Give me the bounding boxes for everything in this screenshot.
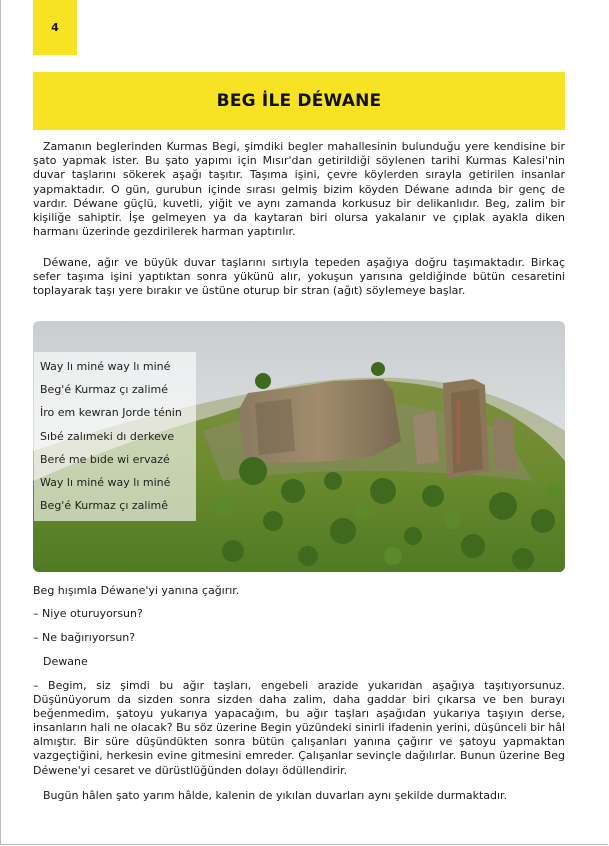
dialogue-speaker: Dewane — [43, 655, 88, 668]
poem-line: Beg'é Kurmaz çı zalimé — [40, 383, 168, 397]
page-title: BEG İLE DÉWANE — [216, 91, 382, 111]
poem-line: Beré me bıde wi ervazé — [40, 452, 170, 466]
paragraph-dewane-carries: Déwane, ağır ve büyük duvar taşlarını sırtıyla tepeden aşağıya doğru taşımaktadır. Birkaç sefer taşıma işini yaptıktan sonra yükünü alır, yokuşun yarısına geldiğinde bütün cesaretini toplayarak taşı yere bırakır ve üstüne oturup bir stran (ağıt) söylemeye başlar. — [33, 256, 565, 298]
dialogue-line-question-2: – Ne bağırıyorsun? — [33, 631, 136, 644]
poem-box — [34, 352, 196, 521]
title-band — [33, 72, 565, 130]
poem-line: Way lı miné way lı miné — [40, 360, 171, 373]
dialogue-line-beg-calls: Beg hışımla Déwane'yi yanına çağırır. — [33, 584, 240, 597]
poem-line: İro em kewran Jorde ténin — [40, 406, 182, 420]
poem-line: Way lı miné way lı miné — [40, 476, 171, 490]
poem-line: Sıbé zalımeki dı derkeve — [40, 429, 175, 443]
paragraph-intro: Zamanın beglerinden Kurmas Begi, şimdiki begler mahallesinin bulunduğu yere kendisine bir şato yapmak ister. Bu şato yapımı için Mısır'dan getirildiği söylenen tarihi Kurmas Kalesi'nin duvar taşlarını sökerek aşağı taşıtır. Taşıma işini, çevre köylerden sırayla getirilen insanlar yapmaktadır. O gün, gurubun içinde sırası gelmiş bizim köyden Déwane adında bir genç de vardır. Déwane güçlü, kuvetli, yiğit ve aynı zamanda korkusuz bir delikanlıdır. Beg, zalim bir kişiliğe sahiptir. İşe gelmeyen ya da kaytaran biri olursa yakalanır ve çıplak ayakla diken harmanı üzerinde gezdirilerek harman yaptırılır. — [33, 140, 565, 239]
page-number: 4 — [33, 0, 77, 55]
dialogue-line-question-1: – Niye oturuyorsun? — [33, 607, 143, 620]
paragraph-dewane-speech: – Begim, siz şimdi bu ağır taşları, engebeli arazide yukarıdan aşağıya taşıtıyorsunuz. Düşünüyorum da sizden sonra sizden daha zalim, daha gaddar biri çıkarsa ve ben burayı beğenmedim, şatoyu yukarıya yapacağım, bu ağır taşları aşağıdan yukarıya taşıyın derse, insanların hali ne olacak? Bu söz üzerine Begin yüzündeki sinirli ifadenin yerini, düşünceli bir hâl almıştır. Bir süre düşündükten sonra bütün çalışanları yanına çağırır ve şatoyu yapmaktan vazgeçtiğini, herkesin evine gitmesini emreder. Çalışanlar sevinçle dağılırlar. Bunun üzerine Beg Déwene'yi cesaret ve dürüstlüğünden dolayı ödüllendirir. — [33, 679, 565, 777]
paragraph-conclusion: Bugün hâlen şato yarım hâlde, kalenin de yıkılan duvarları aynı şekilde durmaktadır. — [43, 789, 508, 802]
poem-line: Beg'é Kurmaz çı zalimê — [40, 499, 168, 513]
